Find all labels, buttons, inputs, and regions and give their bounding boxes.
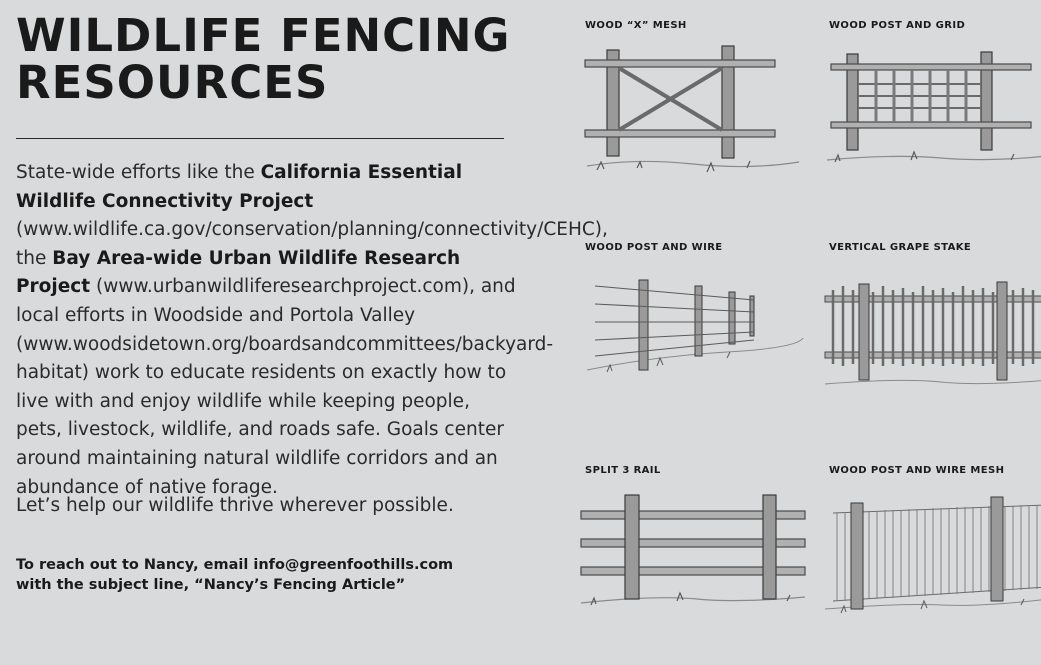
grape-stake-fence-illustration <box>821 260 1041 410</box>
fence-label: VERTICAL GRAPE STAKE <box>829 242 972 253</box>
fence-label: WOOD “X” MESH <box>585 20 687 31</box>
contact-note <box>16 556 516 595</box>
wood-post-wire-fence-illustration <box>577 260 809 410</box>
fence-card-split-rail <box>585 465 815 665</box>
fence-label: SPLIT 3 RAIL <box>585 465 661 476</box>
fence-card-wood-x-mesh <box>585 20 815 220</box>
fence-label: WOOD POST AND WIRE <box>585 242 723 253</box>
wire-mesh-fence-illustration <box>821 483 1041 633</box>
fence-card-wood-post-wire <box>585 242 815 442</box>
body-text-2: (www.wildlife.ca.gov/conservation/planning/connectivity/CEHC), the <box>16 219 608 269</box>
contact-line-1: To reach out to Nancy, email info@greenfoothills.com <box>16 557 454 573</box>
body-text-3: (www.urbanwildliferesearchproject.com), and local efforts in Woodside and Portola Valley (www.woodsidetown.org/boardsandcommittees/backyard-habitat) work to educate residents on exactly how to live with and enjoy wildlife while keeping people, pets, livestock, wildlife, and roads safe. Goals center around maintaining natural wildlife corridors and an abundance of native forage. <box>16 276 554 498</box>
fence-label: WOOD POST AND WIRE MESH <box>829 465 1005 476</box>
fence-label: WOOD POST AND GRID <box>829 20 966 31</box>
contact-line-2: with the subject line, “Nancy’s Fencing Article” <box>16 576 406 593</box>
page-title: WILDLIFE FENCING RESOURCES <box>16 9 511 109</box>
body-text-1: State-wide efforts like the <box>16 162 261 183</box>
closing-sentence: Let’s help our wildlife thrive wherever possible. <box>16 495 454 516</box>
fence-card-wood-post-grid <box>829 20 1041 220</box>
title-divider <box>16 138 504 139</box>
split-rail-fence-illustration <box>577 483 809 633</box>
wood-x-mesh-fence-illustration <box>577 38 809 188</box>
body-bold-2: Bay Area-wide Urban Wildlife Research Project <box>16 247 461 298</box>
fence-card-grape-stake <box>829 242 1041 442</box>
body-bold-1: California Essential Wildlife Connectivity Project <box>16 162 463 212</box>
fence-illustrations-panel <box>555 0 1041 629</box>
body-paragraph <box>16 159 608 502</box>
fence-card-wire-mesh <box>829 465 1041 665</box>
wood-post-grid-fence-illustration <box>821 38 1041 188</box>
